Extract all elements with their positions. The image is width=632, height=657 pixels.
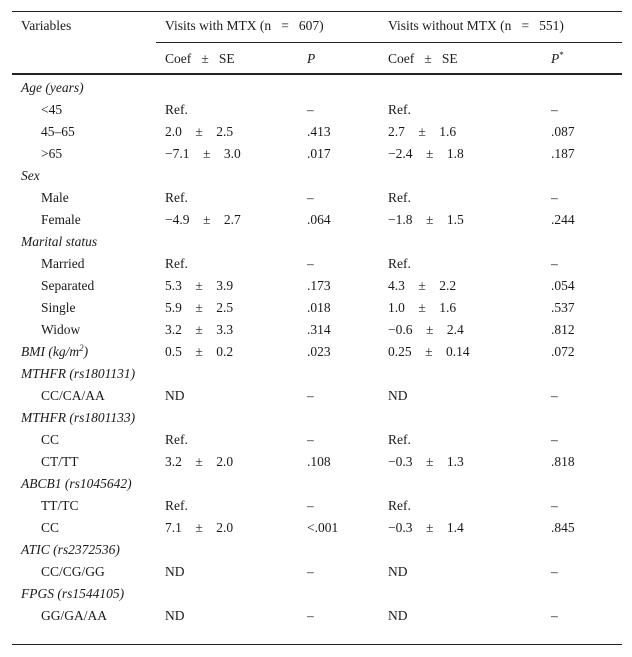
row-label: Male [41,190,69,205]
p-with-mtx: – [307,102,314,117]
row-label: Married [41,256,85,271]
coef-se-with-mtx: 3.2 ± 2.0 [165,454,234,469]
p-without-mtx: .537 [551,300,575,315]
row-label: >65 [41,146,63,161]
p-with-mtx: – [307,498,314,513]
p-without-mtx: .054 [551,278,575,293]
p-without-mtx: – [551,564,558,579]
row-label: Single [41,300,76,315]
coef-se-without-mtx: Ref. [388,190,411,205]
coef-se-without-mtx: −0.3 ± 1.3 [388,454,464,469]
p-without-mtx: .087 [551,124,575,139]
p-with-mtx: .314 [307,322,331,337]
coef-se-without-mtx: Ref. [388,432,411,447]
coef-se-with-mtx: ND [165,388,185,403]
coef-se-with-mtx: −7.1 ± 3.0 [165,146,241,161]
p-with-mtx: – [307,564,314,579]
header-p-2-star: * [559,50,564,60]
p-without-mtx: .818 [551,454,575,469]
p-without-mtx: – [551,256,558,271]
group-rule [156,42,622,43]
p-with-mtx: – [307,190,314,205]
coef-se-with-mtx: Ref. [165,432,188,447]
p-with-mtx: – [307,256,314,271]
p-without-mtx: .187 [551,146,575,161]
coef-se-with-mtx: Ref. [165,190,188,205]
header-p-2 [551,51,564,67]
p-with-mtx: – [307,388,314,403]
header-rule [12,73,622,75]
row-section-label: ABCB1 (rs1045642) [21,476,132,491]
header-group-with-mtx: Visits with MTX (n = 607) [165,18,324,33]
coef-se-with-mtx: 2.0 ± 2.5 [165,124,234,139]
coef-se-without-mtx: Ref. [388,102,411,117]
coef-se-without-mtx: ND [388,564,408,579]
coef-se-without-mtx: ND [388,388,408,403]
p-without-mtx: .244 [551,212,575,227]
row-label: CT/TT [41,454,79,469]
p-without-mtx: .812 [551,322,575,337]
header-coef-se-1: Coef ± SE [165,51,235,66]
p-without-mtx: .845 [551,520,575,535]
row-label-superscript: 2 [79,343,84,353]
row-label-tail: ) [83,344,89,359]
coef-se-with-mtx: 0.5 ± 0.2 [165,344,234,359]
row-section-label: Marital status [21,234,98,249]
p-without-mtx: – [551,432,558,447]
row-label: Female [41,212,81,227]
coef-se-without-mtx: Ref. [388,256,411,271]
coef-se-without-mtx: 4.3 ± 2.2 [388,278,457,293]
row-label: CC [41,520,60,535]
p-without-mtx: .072 [551,344,575,359]
p-with-mtx: <.001 [307,520,339,535]
p-with-mtx: – [307,432,314,447]
header-p-1: P [307,51,316,66]
p-with-mtx: .017 [307,146,331,161]
bottom-rule [12,644,622,645]
coef-se-with-mtx: 5.9 ± 2.5 [165,300,234,315]
coef-se-with-mtx: Ref. [165,102,188,117]
coef-se-with-mtx: ND [165,564,185,579]
row-section-label: ATIC (rs2372536) [21,542,120,557]
coef-se-with-mtx: 7.1 ± 2.0 [165,520,234,535]
row-label: 45–65 [41,124,75,139]
coef-se-with-mtx: ND [165,608,185,623]
row-section-label: MTHFR (rs1801133) [21,410,136,425]
row-label: CC/CG/GG [41,564,105,579]
row-section-label [21,344,88,360]
row-section-label: Age (years) [21,80,84,95]
top-rule [12,11,622,12]
p-with-mtx: .413 [307,124,331,139]
coef-se-without-mtx: −0.6 ± 2.4 [388,322,464,337]
coef-se-without-mtx: 1.0 ± 1.6 [388,300,457,315]
coef-se-without-mtx: ND [388,608,408,623]
row-label: CC [41,432,60,447]
row-label-text: BMI (kg/m [21,344,80,359]
row-label: TT/TC [41,498,79,513]
header-group-without-mtx: Visits without MTX (n = 551) [388,18,564,33]
p-with-mtx: .064 [307,212,331,227]
coef-se-without-mtx: 2.7 ± 1.6 [388,124,457,139]
row-section-label: MTHFR (rs1801131) [21,366,136,381]
coef-se-with-mtx: 3.2 ± 3.3 [165,322,234,337]
p-with-mtx: .023 [307,344,331,359]
coef-se-without-mtx: −1.8 ± 1.5 [388,212,464,227]
coef-se-with-mtx: −4.9 ± 2.7 [165,212,241,227]
row-label: Widow [41,322,81,337]
header-variables: Variables [21,18,72,33]
p-without-mtx: – [551,388,558,403]
header-coef-se-2: Coef ± SE [388,51,458,66]
row-label: GG/GA/AA [41,608,107,623]
coef-se-with-mtx: 5.3 ± 3.9 [165,278,234,293]
row-label: Separated [41,278,95,293]
coef-se-without-mtx: 0.25 ± 0.14 [388,344,470,359]
row-section-label: Sex [21,168,40,183]
p-without-mtx: – [551,102,558,117]
coef-se-without-mtx: −0.3 ± 1.4 [388,520,464,535]
p-with-mtx: .108 [307,454,331,469]
coef-se-with-mtx: Ref. [165,498,188,513]
p-with-mtx: – [307,608,314,623]
row-label: CC/CA/AA [41,388,105,403]
p-with-mtx: .173 [307,278,331,293]
coef-se-without-mtx: −2.4 ± 1.8 [388,146,464,161]
coef-se-without-mtx: Ref. [388,498,411,513]
coef-se-with-mtx: Ref. [165,256,188,271]
p-without-mtx: – [551,608,558,623]
header-p-2-label: P [551,51,560,66]
p-without-mtx: – [551,190,558,205]
row-label: <45 [41,102,63,117]
row-section-label: FPGS (rs1544105) [21,586,125,601]
p-without-mtx: – [551,498,558,513]
p-with-mtx: .018 [307,300,331,315]
